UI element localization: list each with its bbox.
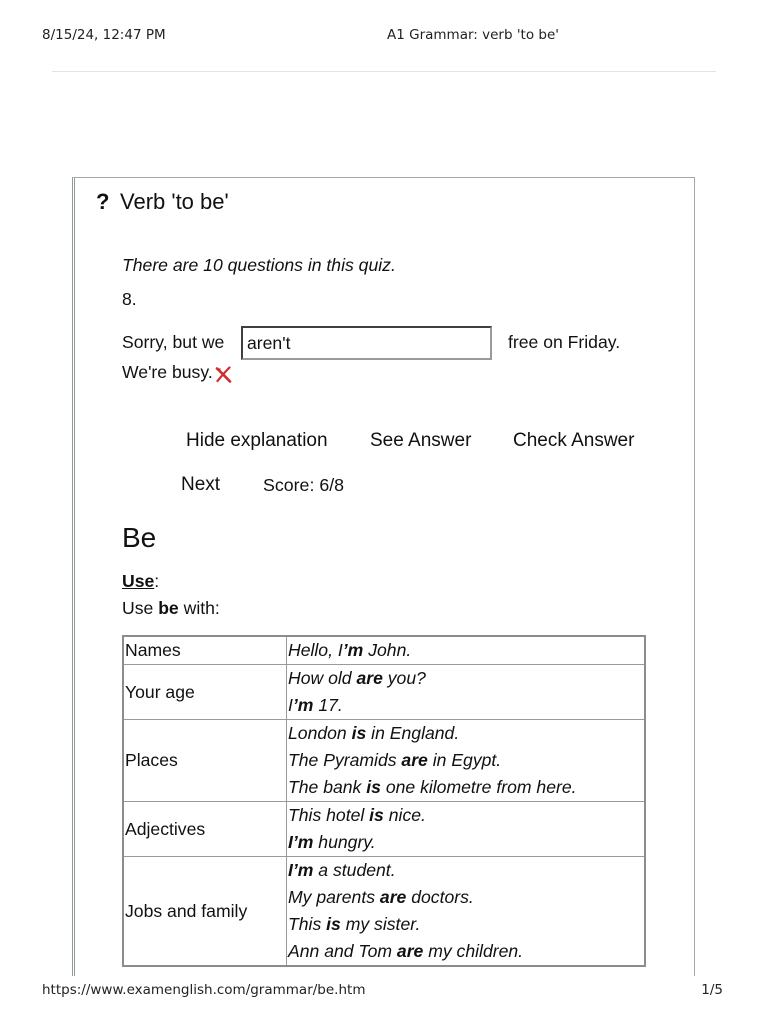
- example-sentence: [288, 774, 642, 801]
- header-divider: [52, 71, 716, 72]
- example-sentence: [288, 692, 642, 719]
- print-datetime: 8/15/24, 12:47 PM: [42, 27, 166, 43]
- score-display: Score: 6/8: [263, 475, 345, 495]
- verb-form: are: [356, 668, 383, 688]
- use-colon: :: [154, 571, 160, 591]
- usage-table-body: [123, 636, 645, 966]
- explanation-heading: Be: [122, 522, 157, 553]
- question-number: 8.: [122, 289, 137, 309]
- example-sentence: [288, 911, 642, 938]
- examples-cell: [287, 802, 646, 857]
- verb-form: are: [396, 941, 424, 961]
- verb-form: I’m: [288, 832, 314, 852]
- examples-cell: [287, 720, 646, 802]
- see-answer-button[interactable]: See Answer: [370, 430, 472, 451]
- verb-form: is: [326, 914, 341, 934]
- sentence-text: a student.: [313, 860, 396, 880]
- category-cell: Adjectives: [123, 802, 287, 857]
- examples-cell: [287, 665, 646, 720]
- example-sentence: [288, 857, 642, 884]
- incorrect-x-icon: [214, 365, 233, 384]
- example-sentence: [288, 829, 642, 856]
- verb-form: are: [401, 750, 428, 770]
- sentence-text: My parents: [288, 887, 380, 907]
- hide-explanation-button[interactable]: Hide explanation: [186, 430, 328, 451]
- category-cell: Places: [123, 720, 287, 802]
- verb-form: is: [351, 723, 367, 743]
- use-with-text: with:: [178, 598, 220, 618]
- table-row: [123, 636, 645, 665]
- sentence-text: John.: [363, 640, 412, 660]
- example-sentence: [288, 637, 642, 664]
- sentence-text: in Egypt.: [427, 750, 502, 770]
- use-with-text: Use: [122, 598, 159, 618]
- verb-form: I’m: [288, 860, 314, 880]
- verb-form: ’m: [342, 640, 364, 660]
- examples-cell: [287, 857, 646, 967]
- table-row: [123, 665, 645, 720]
- sentence-text: The bank: [288, 777, 367, 797]
- print-url: https://www.examenglish.com/grammar/be.htm: [42, 982, 366, 998]
- example-sentence: [288, 938, 642, 965]
- sentence-text: you?: [382, 668, 426, 688]
- table-row: [123, 802, 645, 857]
- sentence-text: This hotel: [288, 805, 370, 825]
- sentence-text: This: [288, 914, 327, 934]
- question-line-2: [122, 361, 233, 384]
- sentence-text: my children.: [423, 941, 524, 961]
- examples-cell: [287, 636, 646, 665]
- verb-form: are: [379, 887, 407, 907]
- check-answer-button[interactable]: Check Answer: [513, 430, 635, 451]
- sentence-text: I: [288, 695, 293, 715]
- usage-table: [122, 635, 646, 967]
- table-row: [123, 857, 645, 967]
- print-page-title: A1 Grammar: verb 'to be': [387, 27, 559, 43]
- answer-input[interactable]: [241, 326, 492, 360]
- use-label: Use: [122, 571, 155, 591]
- verb-form: ’m: [292, 695, 314, 715]
- sentence-text: London: [288, 723, 352, 743]
- sentence-text: nice.: [383, 805, 426, 825]
- verb-form: is: [369, 805, 384, 825]
- use-with-keyword: be: [158, 598, 179, 618]
- sentence-text: How old: [288, 668, 357, 688]
- sentence-text: 17.: [313, 695, 343, 715]
- use-heading: [122, 570, 159, 592]
- sentence-text: hungry.: [313, 832, 376, 852]
- category-cell: Jobs and family: [123, 857, 287, 967]
- question-text-before: Sorry, but we: [122, 332, 225, 352]
- sentence-text: doctors.: [406, 887, 474, 907]
- example-sentence: [288, 802, 642, 829]
- use-with-line: [122, 597, 220, 619]
- sentence-text: my sister.: [340, 914, 421, 934]
- example-sentence: [288, 665, 642, 692]
- example-sentence: [288, 720, 642, 747]
- quiz-intro: There are 10 questions in this quiz.: [122, 255, 396, 275]
- question-text-line2: We're busy.: [122, 362, 213, 382]
- question-text-after: free on Friday.: [508, 332, 621, 352]
- category-cell: Names: [123, 636, 287, 665]
- table-row: [123, 720, 645, 802]
- sentence-text: in England.: [366, 723, 460, 743]
- category-cell: Your age: [123, 665, 287, 720]
- quiz-title: Verb 'to be': [120, 189, 229, 214]
- sentence-text: Ann and Tom: [288, 941, 397, 961]
- next-button[interactable]: Next: [181, 474, 221, 495]
- example-sentence: [288, 884, 642, 911]
- example-sentence: [288, 747, 642, 774]
- verb-form: is: [366, 777, 381, 797]
- sentence-text: Hello, I: [288, 640, 343, 660]
- print-page-number: 1/5: [701, 982, 723, 998]
- sentence-text: one kilometre from here.: [380, 777, 577, 797]
- sentence-text: The Pyramids: [288, 750, 402, 770]
- question-mark-icon: ?: [96, 189, 110, 214]
